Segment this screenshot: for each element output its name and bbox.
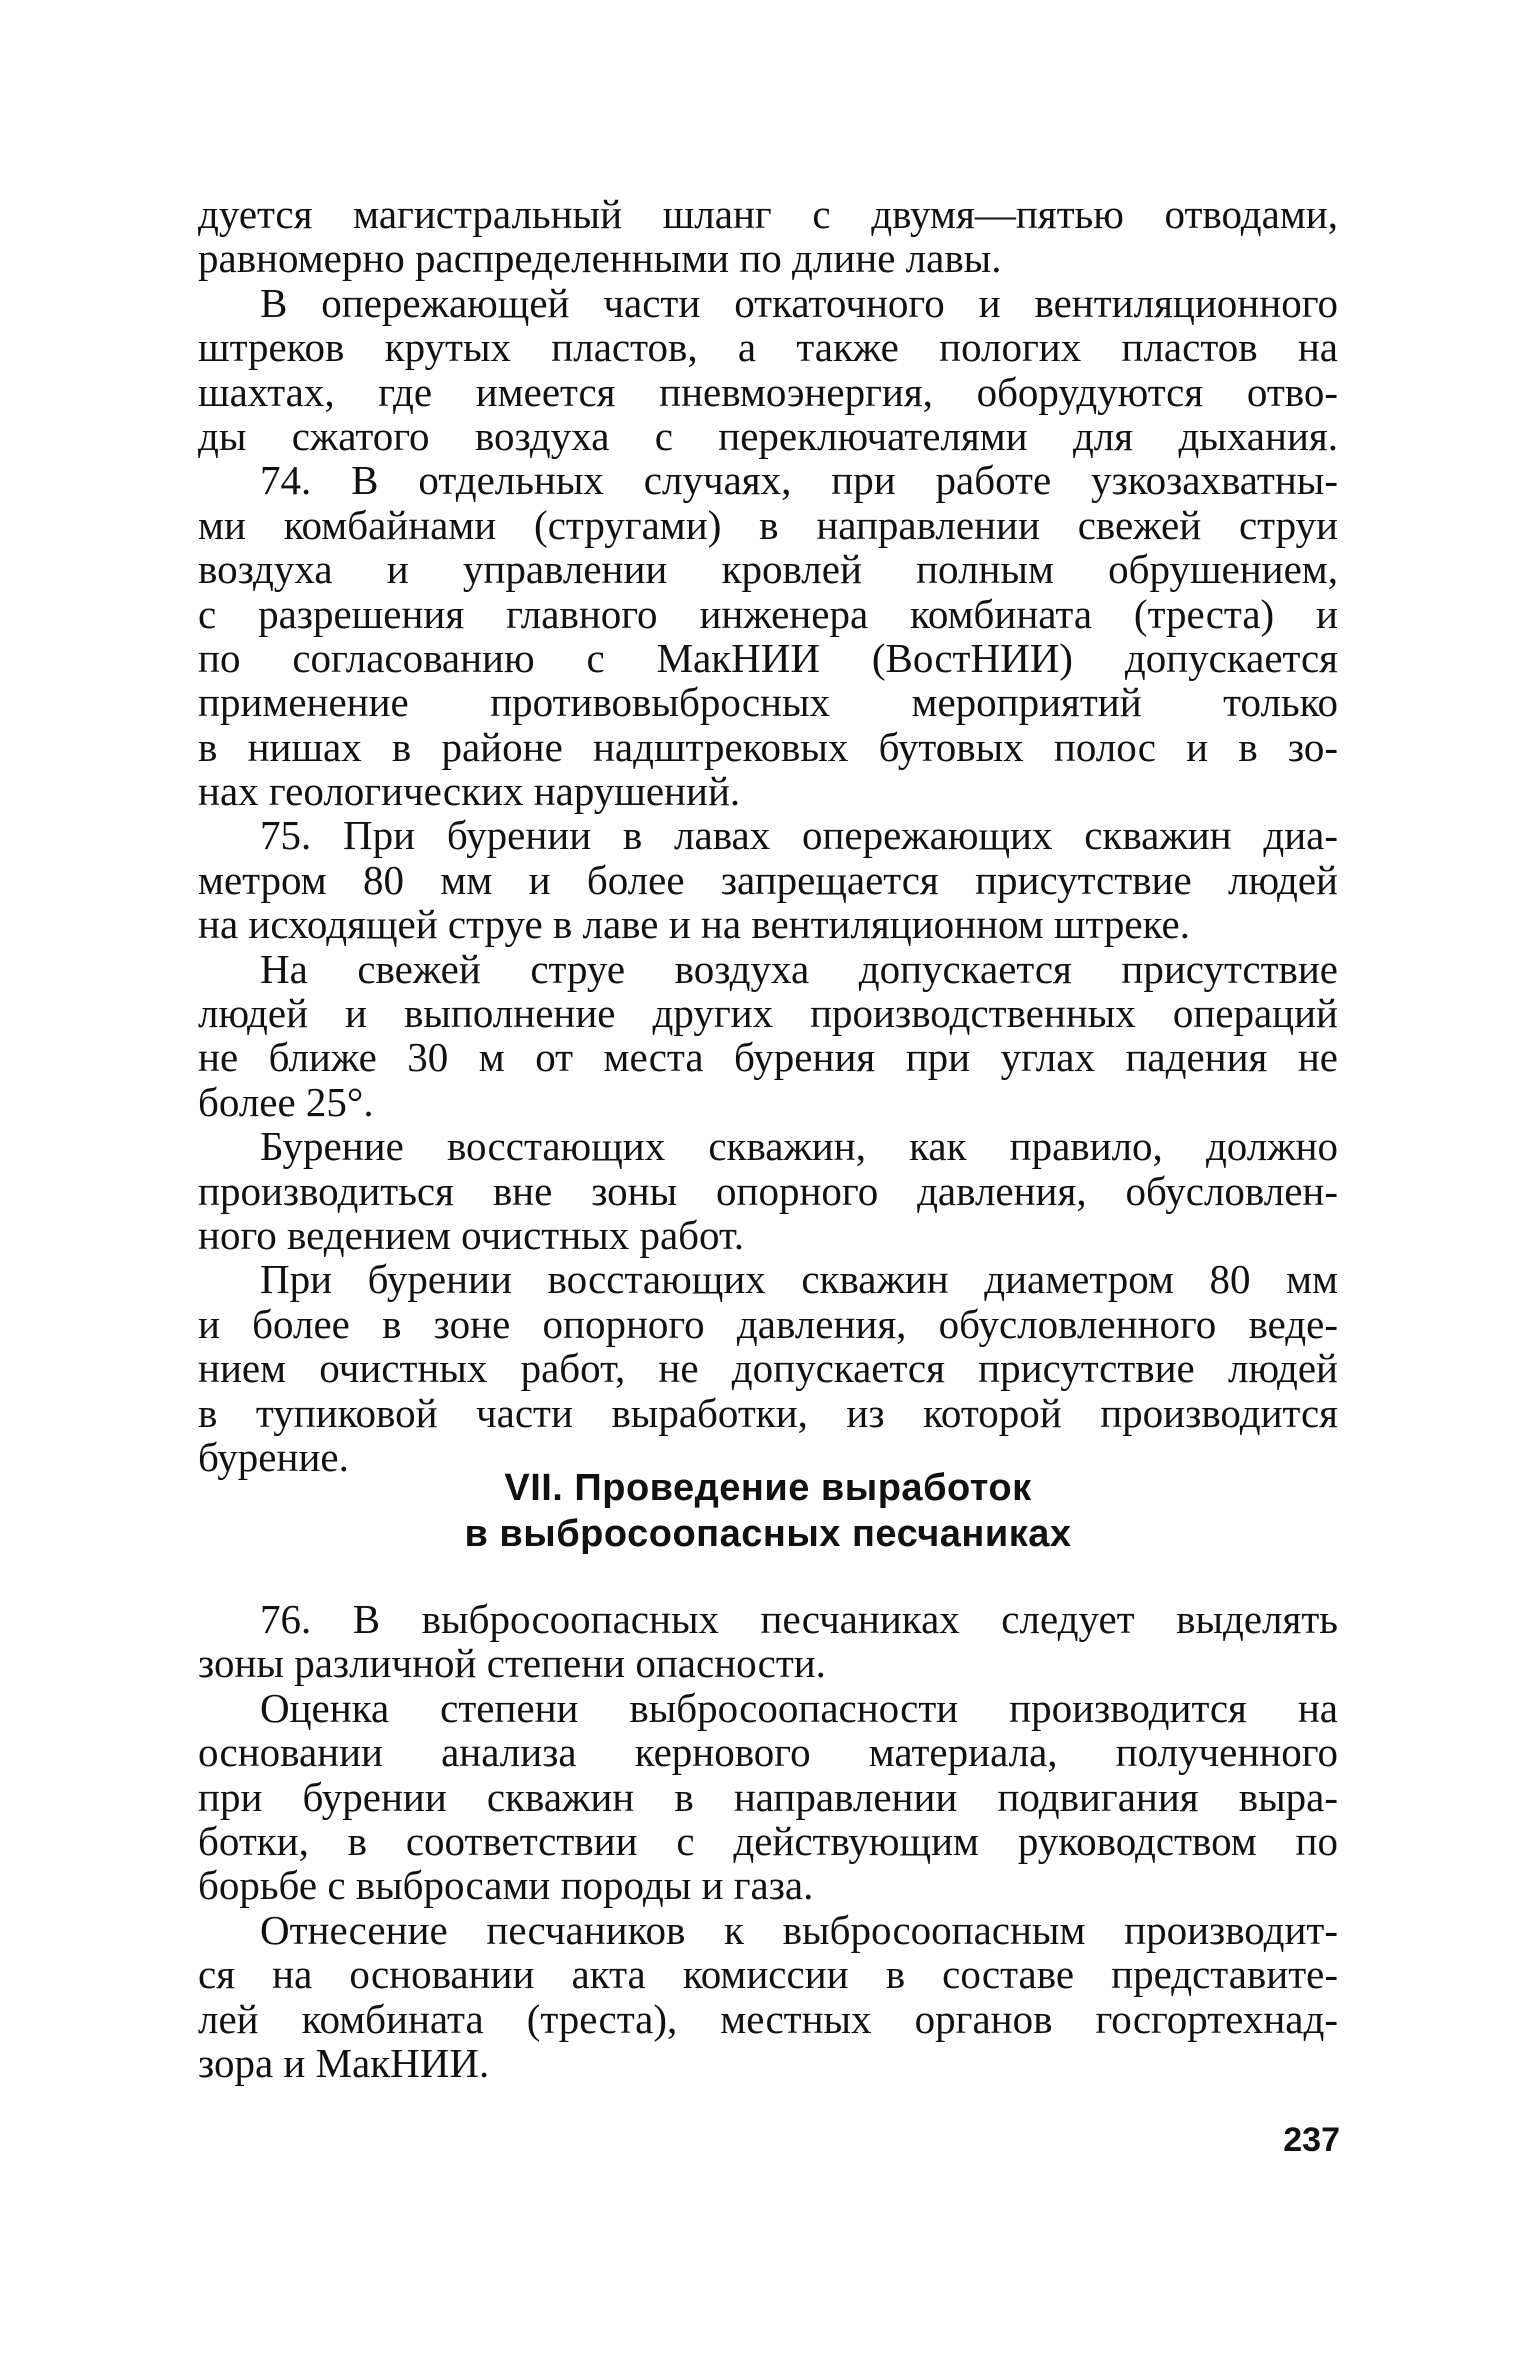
text-line: воздуха и управлении кровлей полным обрушением, (198, 546, 1338, 593)
text-line: нах геологических нарушений. (198, 768, 741, 815)
section-heading (198, 1465, 1338, 1557)
text-line: на исходящей струе в лаве и на вентиляционном штреке. (198, 901, 1190, 948)
text-line: штреков крутых пластов, а также пологих пластов на (198, 324, 1338, 371)
page-number: 237 (1283, 2121, 1340, 2159)
text-line: зора и МакНИИ. (198, 2039, 490, 2086)
text-line: в тупиковой части выработки, из которой производится (198, 1389, 1338, 1436)
text-line: ботки, в соответствии с действующим руководством по (198, 1817, 1338, 1864)
text-line: более 25°. (198, 1078, 374, 1125)
text-line: и более в зоне опорного давления, обусловленного веде- (198, 1300, 1338, 1347)
body-text-lower (198, 1597, 1338, 2085)
text-line: борьбе с выбросами породы и газа. (198, 1862, 814, 1909)
text-line: при бурении скважин в направлении подвигания выра- (198, 1773, 1338, 1820)
text-line: В опережающей части откаточного и вентиляционного (260, 279, 1338, 326)
text-line: метром 80 мм и более запрещается присутствие людей (198, 856, 1338, 903)
text-line: нием очистных работ, не допускается присутствие людей (198, 1345, 1338, 1392)
text-line: не ближе 30 м от места бурения при углах падения не (198, 1034, 1338, 1081)
text-line: применение противовыбросных мероприятий только (198, 679, 1338, 726)
text-line: равномерно распределенными по длине лавы. (198, 235, 1002, 282)
text-line: 75. При бурении в лавах опережающих скважин диа- (260, 812, 1338, 859)
text-line: производиться вне зоны опорного давления, обусловлен- (198, 1167, 1338, 1214)
text-line: Оценка степени выбросоопасности производится на (260, 1684, 1338, 1731)
text-line: людей и выполнение других производственных операций (198, 990, 1338, 1037)
section-heading-line-1: VII. Проведение выработок (504, 1467, 1032, 1509)
text-line: 74. В отдельных случаях, при работе узкозахватны- (260, 457, 1338, 504)
text-line: основании анализа кернового материала, полученного (198, 1729, 1338, 1776)
text-line: лей комбината (треста), местных органов госгортехнад- (198, 1995, 1338, 2042)
text-line: На свежей струе воздуха допускается присутствие (260, 945, 1338, 992)
text-line: Отнесение песчаников к выбросоопасным производит- (260, 1906, 1338, 1953)
text-line: дуется магистральный шланг с двумя—пятью отводами, (198, 191, 1338, 237)
text-line: бурение. (198, 1433, 349, 1480)
text-line: ного ведением очистных работ. (198, 1211, 745, 1258)
text-line: шахтах, где имеется пневмоэнергия, оборудуются отво- (198, 368, 1338, 415)
section-heading-line-2: в выбросоопасных песчаниках (464, 1513, 1072, 1555)
text-line: При бурении восстающих скважин диаметром 80 мм (260, 1256, 1338, 1303)
text-line: зоны различной степени опасности. (198, 1640, 826, 1687)
text-line: в нишах в районе надштрековых бутовых полос и в зо- (198, 723, 1338, 770)
text-line: ся на основании акта комиссии в составе представите- (198, 1951, 1338, 1998)
body-text-upper (198, 192, 1338, 1479)
text-line: Бурение восстающих скважин, как правило, должно (260, 1123, 1338, 1170)
text-line: с разрешения главного инженера комбината (треста) и (198, 590, 1338, 637)
text-line: 76. В выбросоопасных песчаниках следует выделять (260, 1596, 1338, 1642)
text-line: ми комбайнами (стругами) в направлении свежей струи (198, 501, 1338, 548)
text-line: ды сжатого воздуха с переключателями для дыхания. (198, 412, 1338, 459)
text-line: по согласованию с МакНИИ (ВостНИИ) допускается (198, 634, 1338, 681)
